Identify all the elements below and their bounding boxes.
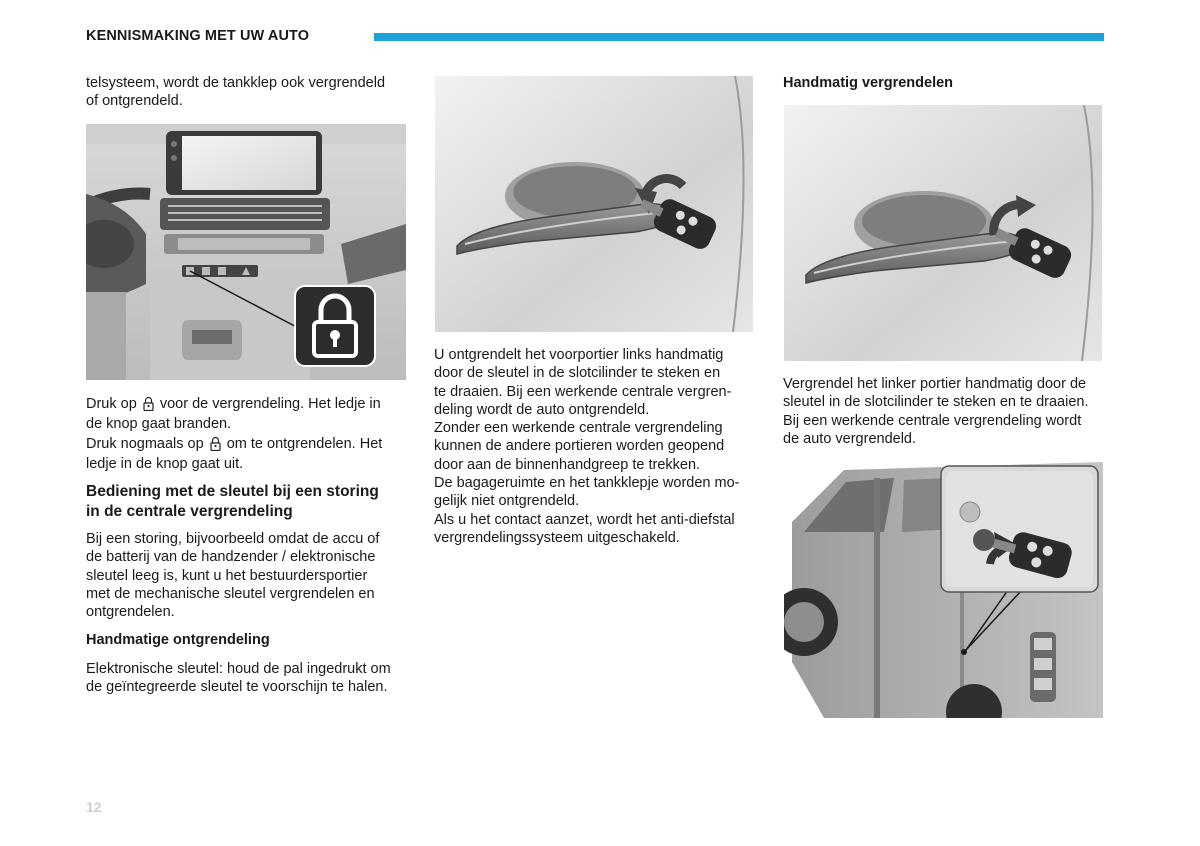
lock-line-2: de knop gaat branden. <box>86 416 232 432</box>
text-line: De bagageruimte en het tankklepje worden mo- <box>434 475 740 492</box>
lock-icon <box>210 436 221 451</box>
text-line: ontgrendelen. <box>86 604 175 621</box>
text-line: kunnen de andere portieren worden geopend <box>434 438 725 455</box>
intro-line: of ontgrendeld. <box>86 93 183 110</box>
text-line: Bij een werkende centrale vergrendeling wordt <box>783 412 1082 429</box>
failure-heading <box>86 482 408 522</box>
door-handle-unlock-illustration <box>435 76 753 332</box>
text-line: sleutel leeg is, kunt u het bestuurdersportier <box>86 567 368 584</box>
text-line: door aan de binnenhandgreep te trekken. <box>434 456 701 473</box>
failure-text <box>86 530 408 621</box>
text-line: te draaien. Bij een werkende centrale vergren- <box>434 383 732 400</box>
page-header-title: KENNISMAKING MET UW AUTO <box>86 28 310 44</box>
text-line: Bij een storing, bijvoorbeeld omdat de accu of <box>86 531 380 547</box>
dashboard-lock-illustration <box>86 124 406 380</box>
intro-line: telsysteem, wordt de tankklep ook vergrendeld <box>86 75 386 91</box>
lock-line-4: ledje in de knop gaat uit. <box>86 456 244 472</box>
section-heading-line: in de centrale vergrendeling <box>86 503 293 520</box>
manual-lock-heading <box>783 74 1105 92</box>
subheading: Handmatig vergrendelen <box>783 75 954 91</box>
text-line: U ontgrendelt het voorportier links handmatig <box>434 347 724 363</box>
van-key-cylinder-illustration <box>784 462 1103 718</box>
lock-line-1: Druk op voor de vergrendeling. Het ledje in <box>86 396 381 412</box>
lock-button-text <box>86 394 408 474</box>
text-line: de auto vergrendeld. <box>783 430 917 447</box>
lock-line-3: Druk nogmaals op om te ontgrendelen. Het <box>86 436 383 452</box>
text-line: Elektronische sleutel: houd de pal ingedrukt om <box>86 661 391 677</box>
column-1 <box>86 74 408 111</box>
section-heading-line: Bediening met de sleutel bij een storing <box>86 483 379 500</box>
text-line: Vergrendel het linker portier handmatig door de <box>783 376 1087 392</box>
manual-unlock-subheading <box>86 631 408 649</box>
text-line: door de sleutel in de slotcilinder te steken en <box>434 365 721 382</box>
text-line: Als u het contact aanzet, wordt het anti-diefstal <box>434 511 735 528</box>
text-line: sleutel in de slotcilinder te steken en te draaien. <box>783 394 1089 411</box>
unlock-text <box>434 346 756 547</box>
text-line: Zonder een werkende centrale vergrendeling <box>434 420 723 437</box>
lock-text <box>783 375 1105 448</box>
text-line: de geïntegreerde sleutel te voorschijn te halen. <box>86 679 388 696</box>
text-line: vergrendelingssysteem uitgeschakeld. <box>434 529 680 546</box>
lock-icon <box>143 396 154 411</box>
text-line: gelijk niet ontgrendeld. <box>434 493 580 510</box>
header-accent-bar <box>374 33 1104 41</box>
subheading: Handmatige ontgrendeling <box>86 632 270 648</box>
door-handle-lock-illustration <box>784 105 1102 361</box>
text-line: deling wordt de auto ontgrendeld. <box>434 401 650 418</box>
text-line: met de mechanische sleutel vergrendelen en <box>86 585 375 602</box>
text-line: de batterij van de handzender / elektronische <box>86 549 376 566</box>
key-text <box>86 660 408 697</box>
page-number: 12 <box>86 799 102 815</box>
